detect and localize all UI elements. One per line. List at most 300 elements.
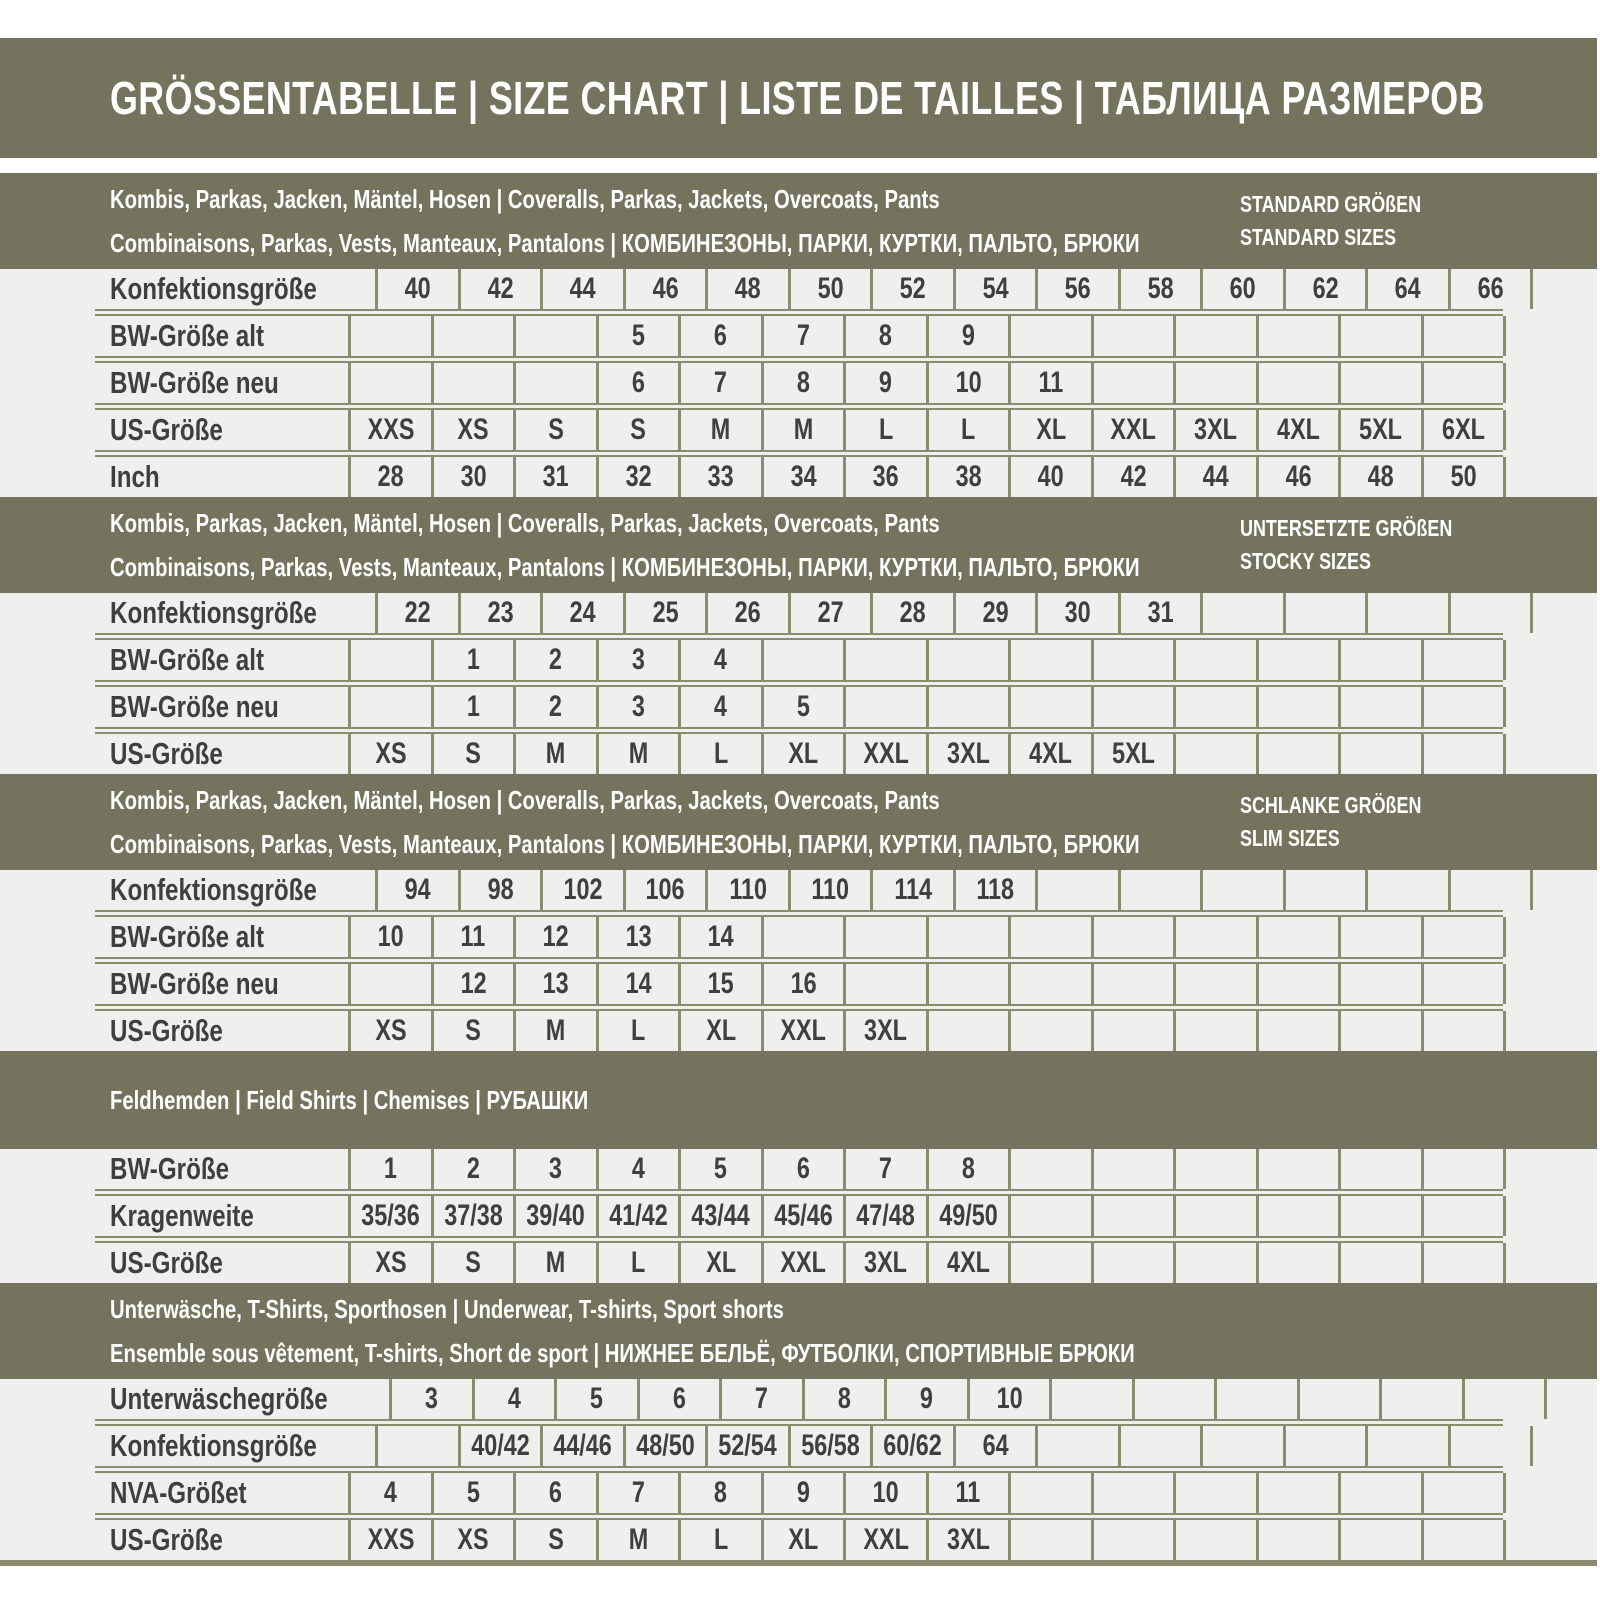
row-label: Konfektionsgröße <box>110 271 317 306</box>
size-cell <box>348 964 431 1004</box>
row-label: US-Größe <box>110 1245 223 1280</box>
table-row <box>0 593 1597 633</box>
side-label-line1: STANDARD GRÖßEN <box>1240 191 1422 217</box>
size-cell: 110 <box>705 870 788 910</box>
size-cell: 36 <box>843 457 926 497</box>
size-cell: L <box>926 410 1009 450</box>
size-cell <box>926 964 1009 1004</box>
size-cell: 8 <box>802 1379 885 1419</box>
size-cell: XXL <box>761 1011 844 1051</box>
size-cell: 52/54 <box>705 1426 788 1466</box>
size-cell: 13 <box>513 964 596 1004</box>
size-cell <box>1118 1426 1201 1466</box>
size-cell: S <box>431 1243 514 1283</box>
row-divider <box>95 356 1503 363</box>
size-cell: 5 <box>761 687 844 727</box>
row-divider <box>95 910 1503 917</box>
size-cell: 56 <box>1035 269 1118 309</box>
row-label: US-Größe <box>110 1522 223 1557</box>
size-cell: 4 <box>678 687 761 727</box>
table-row <box>0 1196 1597 1236</box>
size-cell <box>1091 316 1174 356</box>
size-cell: 11 <box>926 1473 1009 1513</box>
size-cell <box>1338 640 1421 680</box>
size-cell: 7 <box>719 1379 802 1419</box>
size-cell <box>1008 1149 1091 1189</box>
size-cell: XXL <box>761 1243 844 1283</box>
size-cell: 48/50 <box>623 1426 706 1466</box>
size-cell: 23 <box>458 593 541 633</box>
size-table-field-shirts <box>0 1149 1597 1283</box>
size-cell <box>1338 964 1421 1004</box>
size-cell: 7 <box>596 1473 679 1513</box>
size-cell <box>1256 1473 1339 1513</box>
size-cell <box>1256 964 1339 1004</box>
size-cell: S <box>513 410 596 450</box>
size-cell <box>1421 1196 1504 1236</box>
size-cell <box>1118 870 1201 910</box>
size-cell <box>1421 640 1504 680</box>
trailing-cell <box>1503 1196 1597 1236</box>
size-cell <box>1173 640 1256 680</box>
size-cell <box>843 640 926 680</box>
size-cell: 56/58 <box>788 1426 871 1466</box>
size-cell <box>1338 316 1421 356</box>
table-row <box>0 1520 1597 1560</box>
section-header-field-shirts <box>0 1051 1597 1149</box>
size-cell <box>1462 1379 1545 1419</box>
size-cell <box>513 363 596 403</box>
size-cell: 24 <box>540 593 623 633</box>
trailing-cell <box>1530 269 1597 309</box>
size-cell: 3XL <box>926 1520 1009 1560</box>
size-cell: 3 <box>596 640 679 680</box>
size-cell: XXL <box>843 1520 926 1560</box>
table-row <box>0 734 1597 774</box>
size-cell <box>1256 1243 1339 1283</box>
size-cell <box>1256 1196 1339 1236</box>
size-cell <box>1173 917 1256 957</box>
trailing-cell <box>1503 640 1597 680</box>
size-cell: L <box>678 1520 761 1560</box>
size-cell <box>1283 1426 1366 1466</box>
size-cell: 6 <box>596 363 679 403</box>
table-row <box>0 1149 1597 1189</box>
size-cell: S <box>431 734 514 774</box>
size-cell <box>1035 1426 1118 1466</box>
size-cell: XL <box>678 1243 761 1283</box>
size-cell <box>1365 593 1448 633</box>
size-cell: 9 <box>761 1473 844 1513</box>
size-cell: 49/50 <box>926 1196 1009 1236</box>
side-label-line2: STOCKY SIZES <box>1240 548 1371 574</box>
size-cell <box>1173 964 1256 1004</box>
size-cell <box>1338 734 1421 774</box>
size-cell <box>1421 964 1504 1004</box>
size-cell: 11 <box>1008 363 1091 403</box>
size-cell <box>1421 687 1504 727</box>
size-cell: 5 <box>554 1379 637 1419</box>
size-cell <box>1173 1473 1256 1513</box>
size-cell <box>1173 1520 1256 1560</box>
size-cell <box>1008 917 1091 957</box>
trailing-cell <box>1503 917 1597 957</box>
size-cell: XXS <box>348 410 431 450</box>
size-cell: XL <box>1008 410 1091 450</box>
section-header-line1: Kombis, Parkas, Jacken, Mäntel, Hosen | Coveralls, Parkas, Jackets, Overcoats, Pants <box>110 785 940 815</box>
size-cell: 37/38 <box>431 1196 514 1236</box>
size-cell <box>1256 316 1339 356</box>
size-cell: M <box>596 1520 679 1560</box>
size-table-standard <box>0 269 1597 497</box>
size-cell: 4 <box>596 1149 679 1189</box>
trailing-cell <box>1503 964 1597 1004</box>
size-cell <box>1256 1149 1339 1189</box>
row-divider <box>95 1419 1503 1426</box>
size-cell: 94 <box>375 870 458 910</box>
section-header-standard-sizes <box>0 173 1597 269</box>
size-cell: 4 <box>678 640 761 680</box>
table-row <box>0 870 1597 910</box>
size-cell: 31 <box>513 457 596 497</box>
size-cell: 26 <box>705 593 788 633</box>
section-header-line1: Kombis, Parkas, Jacken, Mäntel, Hosen | Coveralls, Parkas, Jackets, Overcoats, Pants <box>110 184 940 214</box>
size-cell: 5 <box>596 316 679 356</box>
size-cell <box>1200 593 1283 633</box>
size-cell <box>1008 964 1091 1004</box>
size-cell: 4 <box>472 1379 555 1419</box>
size-cell: 64 <box>953 1426 1036 1466</box>
size-cell: 52 <box>870 269 953 309</box>
size-cell <box>1173 1243 1256 1283</box>
table-row <box>0 1426 1597 1466</box>
size-cell: 33 <box>678 457 761 497</box>
size-cell <box>1091 964 1174 1004</box>
size-cell: 35/36 <box>348 1196 431 1236</box>
size-cell <box>1091 1149 1174 1189</box>
size-cell: 10 <box>926 363 1009 403</box>
size-cell: 14 <box>596 964 679 1004</box>
trailing-cell <box>1503 316 1597 356</box>
size-cell <box>926 1011 1009 1051</box>
size-cell <box>1173 1149 1256 1189</box>
size-cell: 5 <box>431 1473 514 1513</box>
row-label: Unterwäschegröße <box>110 1381 328 1416</box>
size-cell: 12 <box>431 964 514 1004</box>
size-cell <box>1173 734 1256 774</box>
size-cell <box>1008 1011 1091 1051</box>
size-cell <box>843 964 926 1004</box>
trailing-cell <box>1503 687 1597 727</box>
size-cell <box>431 316 514 356</box>
row-label: Kragenweite <box>110 1198 254 1233</box>
size-cell: XS <box>431 1520 514 1560</box>
size-cell <box>1008 640 1091 680</box>
section-header-stocky-sizes <box>0 497 1597 593</box>
size-cell: 13 <box>596 917 679 957</box>
size-cell: 118 <box>953 870 1036 910</box>
size-cell <box>1338 1149 1421 1189</box>
row-divider <box>95 957 1503 964</box>
size-cell: XS <box>431 410 514 450</box>
row-divider <box>95 680 1503 687</box>
size-cell <box>1338 1520 1421 1560</box>
size-cell: 11 <box>431 917 514 957</box>
row-label: US-Größe <box>110 736 223 771</box>
size-cell <box>1173 687 1256 727</box>
size-cell: 4XL <box>1256 410 1339 450</box>
size-cell <box>1256 363 1339 403</box>
size-cell: 48 <box>705 269 788 309</box>
size-cell: 66 <box>1448 269 1531 309</box>
size-cell: 3 <box>596 687 679 727</box>
size-cell: 40 <box>1008 457 1091 497</box>
size-cell: L <box>596 1011 679 1051</box>
size-cell: 22 <box>375 593 458 633</box>
size-cell <box>513 316 596 356</box>
size-cell <box>761 640 844 680</box>
size-table-slim <box>0 870 1597 1051</box>
size-cell: 58 <box>1118 269 1201 309</box>
size-cell <box>1421 1520 1504 1560</box>
side-label-line1: SCHLANKE GRÖßEN <box>1240 792 1422 818</box>
trailing-cell <box>1503 1011 1597 1051</box>
size-cell: 41/42 <box>596 1196 679 1236</box>
size-cell: 3 <box>513 1149 596 1189</box>
size-cell <box>1338 1473 1421 1513</box>
size-cell <box>348 316 431 356</box>
size-cell <box>1256 687 1339 727</box>
size-cell <box>1421 316 1504 356</box>
row-divider <box>95 1513 1503 1520</box>
size-cell: 38 <box>926 457 1009 497</box>
section-header-line2: Combinaisons, Parkas, Vests, Manteaux, Pantalons | КОМБИНЕЗОНЫ, ПАРКИ, КУРТКИ, ПАЛЬТО, БРЮКИ <box>110 829 1140 859</box>
size-cell: 2 <box>513 640 596 680</box>
size-cell: 39/40 <box>513 1196 596 1236</box>
size-cell <box>761 917 844 957</box>
size-table-underwear <box>0 1379 1597 1566</box>
size-cell <box>1421 1011 1504 1051</box>
size-cell: 6 <box>678 316 761 356</box>
size-cell: 1 <box>431 640 514 680</box>
row-label: BW-Größe neu <box>110 365 279 400</box>
trailing-cell <box>1530 1426 1597 1466</box>
size-cell: XXS <box>348 1520 431 1560</box>
size-cell <box>1338 363 1421 403</box>
size-cell: XL <box>761 734 844 774</box>
size-cell <box>1091 917 1174 957</box>
size-cell: 4XL <box>1008 734 1091 774</box>
row-divider <box>95 403 1503 410</box>
row-label: Konfektionsgröße <box>110 595 317 630</box>
size-cell <box>1256 917 1339 957</box>
size-cell: 4 <box>348 1473 431 1513</box>
trailing-cell <box>1503 734 1597 774</box>
size-cell: 45/46 <box>761 1196 844 1236</box>
size-cell: 6 <box>761 1149 844 1189</box>
size-cell <box>1008 316 1091 356</box>
size-cell <box>1091 687 1174 727</box>
row-divider <box>95 1189 1503 1196</box>
size-cell: 12 <box>513 917 596 957</box>
size-cell: 6 <box>637 1379 720 1419</box>
size-cell: 54 <box>953 269 1036 309</box>
size-cell: M <box>513 1011 596 1051</box>
row-label: BW-Größe alt <box>110 919 265 954</box>
trailing-cell <box>1503 1473 1597 1513</box>
size-cell: S <box>513 1520 596 1560</box>
spacer <box>0 158 1597 173</box>
table-row <box>0 917 1597 957</box>
trailing-cell <box>1530 870 1597 910</box>
section-header-underwear <box>0 1283 1597 1379</box>
size-cell: 46 <box>623 269 706 309</box>
table-row <box>0 410 1597 450</box>
size-cell: M <box>513 1243 596 1283</box>
size-cell <box>1421 1149 1504 1189</box>
size-cell: 2 <box>513 687 596 727</box>
size-cell <box>1421 1473 1504 1513</box>
size-cell <box>348 363 431 403</box>
size-cell: 44/46 <box>540 1426 623 1466</box>
size-cell: 50 <box>788 269 871 309</box>
side-label-standard <box>1240 188 1472 254</box>
table-row <box>0 457 1597 497</box>
size-cell: 42 <box>1091 457 1174 497</box>
size-cell: 110 <box>788 870 871 910</box>
size-cell: 3 <box>389 1379 472 1419</box>
size-cell: 5XL <box>1091 734 1174 774</box>
size-cell <box>1173 1196 1256 1236</box>
size-cell <box>1256 734 1339 774</box>
row-divider <box>95 727 1503 734</box>
size-cell <box>1091 640 1174 680</box>
size-cell: 6 <box>513 1473 596 1513</box>
size-cell: M <box>761 410 844 450</box>
size-cell <box>1049 1379 1132 1419</box>
size-cell <box>1338 687 1421 727</box>
section-header-line2: Combinaisons, Parkas, Vests, Manteaux, Pantalons | КОМБИНЕЗОНЫ, ПАРКИ, КУРТКИ, ПАЛЬТО, БРЮКИ <box>110 552 1140 582</box>
size-cell <box>1008 1473 1091 1513</box>
row-divider <box>95 633 1503 640</box>
table-row <box>0 1379 1597 1419</box>
size-cell: 8 <box>761 363 844 403</box>
size-cell <box>1421 734 1504 774</box>
size-cell <box>1297 1379 1380 1419</box>
size-cell <box>348 640 431 680</box>
page-title: GRÖSSENTABELLE | SIZE CHART | LISTE DE TAILLES | ТАБЛИЦА РАЗМЕРОВ <box>110 72 1485 124</box>
size-cell: 25 <box>623 593 706 633</box>
size-cell: 64 <box>1365 269 1448 309</box>
table-row <box>0 964 1597 1004</box>
size-cell: XXL <box>843 734 926 774</box>
size-cell: 10 <box>967 1379 1050 1419</box>
size-cell <box>1338 1011 1421 1051</box>
size-cell: 3XL <box>843 1243 926 1283</box>
section-header-line1: Kombis, Parkas, Jacken, Mäntel, Hosen | Coveralls, Parkas, Jackets, Overcoats, Pants <box>110 508 940 538</box>
size-cell <box>926 687 1009 727</box>
row-label: US-Größe <box>110 1013 223 1048</box>
size-cell: 14 <box>678 917 761 957</box>
size-cell <box>1173 363 1256 403</box>
table-row <box>0 316 1597 356</box>
size-cell: 48 <box>1338 457 1421 497</box>
size-cell <box>431 363 514 403</box>
size-cell: 114 <box>870 870 953 910</box>
row-label: BW-Größe neu <box>110 689 279 724</box>
row-label: Konfektionsgröße <box>110 1428 317 1463</box>
row-label: Konfektionsgröße <box>110 872 317 907</box>
size-cell: 29 <box>953 593 1036 633</box>
size-cell <box>1008 1196 1091 1236</box>
size-cell: 27 <box>788 593 871 633</box>
row-divider <box>95 1236 1503 1243</box>
size-cell <box>1256 640 1339 680</box>
row-label: BW-Größe alt <box>110 318 265 353</box>
section-header-line1: Unterwäsche, T-Shirts, Sporthosen | Underwear, T-shirts, Sport shorts <box>110 1294 784 1324</box>
size-cell: 34 <box>761 457 844 497</box>
size-cell: 50 <box>1421 457 1504 497</box>
size-cell: 9 <box>926 316 1009 356</box>
size-cell: 60/62 <box>870 1426 953 1466</box>
size-cell: 40/42 <box>458 1426 541 1466</box>
size-cell: 9 <box>843 363 926 403</box>
size-cell: 10 <box>843 1473 926 1513</box>
size-cell <box>1256 1011 1339 1051</box>
size-cell: XS <box>348 1011 431 1051</box>
size-table-stocky <box>0 593 1597 774</box>
size-cell: 98 <box>458 870 541 910</box>
size-cell <box>1091 1520 1174 1560</box>
size-cell: L <box>843 410 926 450</box>
size-cell <box>1091 363 1174 403</box>
size-cell <box>1448 870 1531 910</box>
title-bar <box>0 38 1597 158</box>
size-cell: M <box>513 734 596 774</box>
size-cell: 15 <box>678 964 761 1004</box>
size-cell: 102 <box>540 870 623 910</box>
trailing-cell <box>1503 1243 1597 1283</box>
size-cell: 46 <box>1256 457 1339 497</box>
size-cell: 47/48 <box>843 1196 926 1236</box>
row-label: Inch <box>110 459 160 494</box>
row-divider <box>95 1466 1503 1473</box>
size-cell <box>1214 1379 1297 1419</box>
size-cell: 42 <box>458 269 541 309</box>
size-cell: 60 <box>1200 269 1283 309</box>
size-cell: 16 <box>761 964 844 1004</box>
trailing-cell <box>1503 457 1597 497</box>
table-row <box>0 640 1597 680</box>
size-cell <box>1035 870 1118 910</box>
side-label-line2: STANDARD SIZES <box>1240 224 1397 250</box>
size-cell <box>1365 1426 1448 1466</box>
size-cell <box>1091 1243 1174 1283</box>
size-cell <box>1008 1243 1091 1283</box>
size-cell: XL <box>761 1520 844 1560</box>
size-cell <box>1008 1520 1091 1560</box>
size-cell <box>843 917 926 957</box>
size-cell: 28 <box>870 593 953 633</box>
size-cell <box>1448 593 1531 633</box>
table-row <box>0 1011 1597 1051</box>
size-cell <box>1338 1196 1421 1236</box>
size-cell <box>1283 870 1366 910</box>
size-cell: 3XL <box>843 1011 926 1051</box>
table-row <box>0 363 1597 403</box>
row-divider <box>95 309 1503 316</box>
size-cell: 10 <box>348 917 431 957</box>
